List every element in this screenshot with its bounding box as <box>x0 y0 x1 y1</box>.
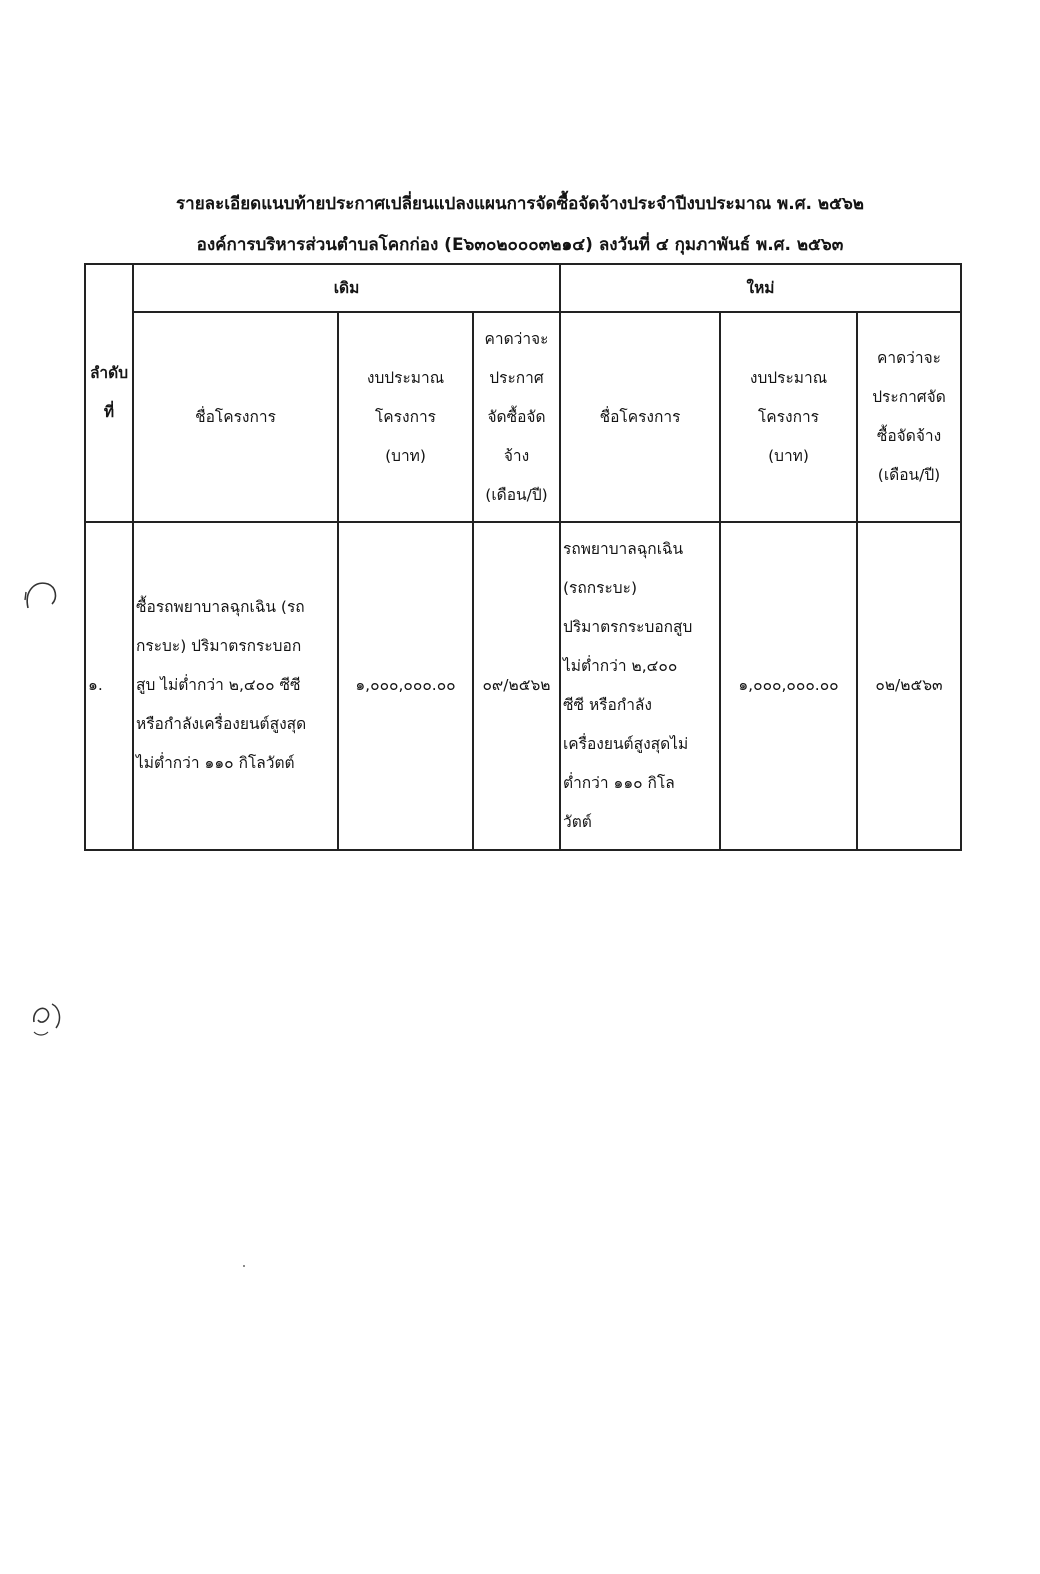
new-plan-group-header: ใหม่ <box>560 264 961 312</box>
handwritten-signature-mark <box>28 998 68 1038</box>
old-plan-group-header: เดิม <box>133 264 560 312</box>
text-line: ลำดับ <box>89 363 129 382</box>
new-period: ๐๒/๒๕๖๓ <box>857 522 961 850</box>
text-line: ซื้อจัดจ้าง <box>876 427 942 446</box>
text-line: เครื่องยนต์สูงสุดไม่ <box>563 734 689 753</box>
text-line: (เดือน/ปี) <box>877 466 941 485</box>
text-line: สูบ ไม่ต่ำกว่า ๒,๔๐๐ ซีซี <box>136 676 301 695</box>
text-line: กระบะ) ปริมาตรกระบอก <box>136 637 302 656</box>
text-line: (รถกระบะ) <box>563 578 638 597</box>
text-line: ซีซี หรือกำลัง <box>563 695 652 714</box>
text-line: งบประมาณ <box>749 368 828 387</box>
text-line: โครงการ <box>757 407 819 426</box>
text-line: ปริมาตรกระบอกสูบ <box>563 617 693 636</box>
group-header-row <box>85 264 961 312</box>
handwritten-initial-mark <box>22 578 62 614</box>
text-line: ไม่ต่ำกว่า ๑๑๐ กิโลวัตต์ <box>136 754 295 773</box>
text-line: ประกาศ <box>489 368 544 387</box>
seq-header <box>85 264 133 522</box>
document-title-line-1: รายละเอียดแนบท้ายประกาศเปลี่ยนแปลงแผนการจัดซื้อจัดจ้างประจำปีงบประมาณ พ.ศ. ๒๕๖๒ <box>176 194 864 214</box>
scan-speck <box>243 1265 245 1267</box>
text-line: จัดซื้อจัด <box>487 407 546 426</box>
old-budget-header <box>338 312 473 521</box>
old-project-name-header <box>133 312 338 521</box>
old-project-name <box>133 522 338 850</box>
column-header-row <box>85 312 961 521</box>
old-period: ๐๙/๒๕๖๒ <box>473 522 560 850</box>
text-line: หรือกำลังเครื่องยนต์สูงสุด <box>136 715 307 734</box>
text-line: (บาท) <box>768 446 809 465</box>
document-title-line-2: องค์การบริหารส่วนตำบลโคกก่อง (E๖๓๐๒๐๐๐๓๒๑๔) ลงวันที่ ๔ กุมภาพันธ์ พ.ศ. ๒๕๖๓ <box>196 235 844 255</box>
old-period-header <box>473 312 560 521</box>
text-line: ซื้อรถพยาบาลฉุกเฉิน (รถ <box>136 598 305 617</box>
text-line: ชื่อโครงการ <box>599 407 681 426</box>
text-line: โครงการ <box>374 407 436 426</box>
text-line: คาดว่าจะ <box>484 329 549 348</box>
text-line: (บาท) <box>385 446 426 465</box>
table-row <box>85 522 961 850</box>
text-line: ไม่ต่ำกว่า ๒,๔๐๐ <box>563 656 678 675</box>
new-project-name <box>560 522 720 850</box>
new-project-name-header <box>560 312 720 521</box>
text-line: (เดือน/ปี) <box>485 485 548 504</box>
text-line: ต่ำกว่า ๑๑๐ กิโล <box>563 773 675 792</box>
new-budget: ๑,๐๐๐,๐๐๐.๐๐ <box>720 522 857 850</box>
text-line: ประกาศจัด <box>872 388 946 407</box>
procurement-plan-table <box>84 263 962 851</box>
text-line: ที่ <box>103 402 115 421</box>
row-seq: ๑. <box>85 522 133 850</box>
text-line: ชื่อโครงการ <box>195 407 276 426</box>
old-budget: ๑,๐๐๐,๐๐๐.๐๐ <box>338 522 473 850</box>
text-line: คาดว่าจะ <box>877 349 941 368</box>
text-line: รถพยาบาลฉุกเฉิน <box>563 539 684 558</box>
new-budget-header <box>720 312 857 521</box>
text-line: จ้าง <box>503 446 530 465</box>
text-line: วัตต์ <box>563 812 592 831</box>
text-line: งบประมาณ <box>366 368 445 387</box>
new-period-header <box>857 312 961 521</box>
